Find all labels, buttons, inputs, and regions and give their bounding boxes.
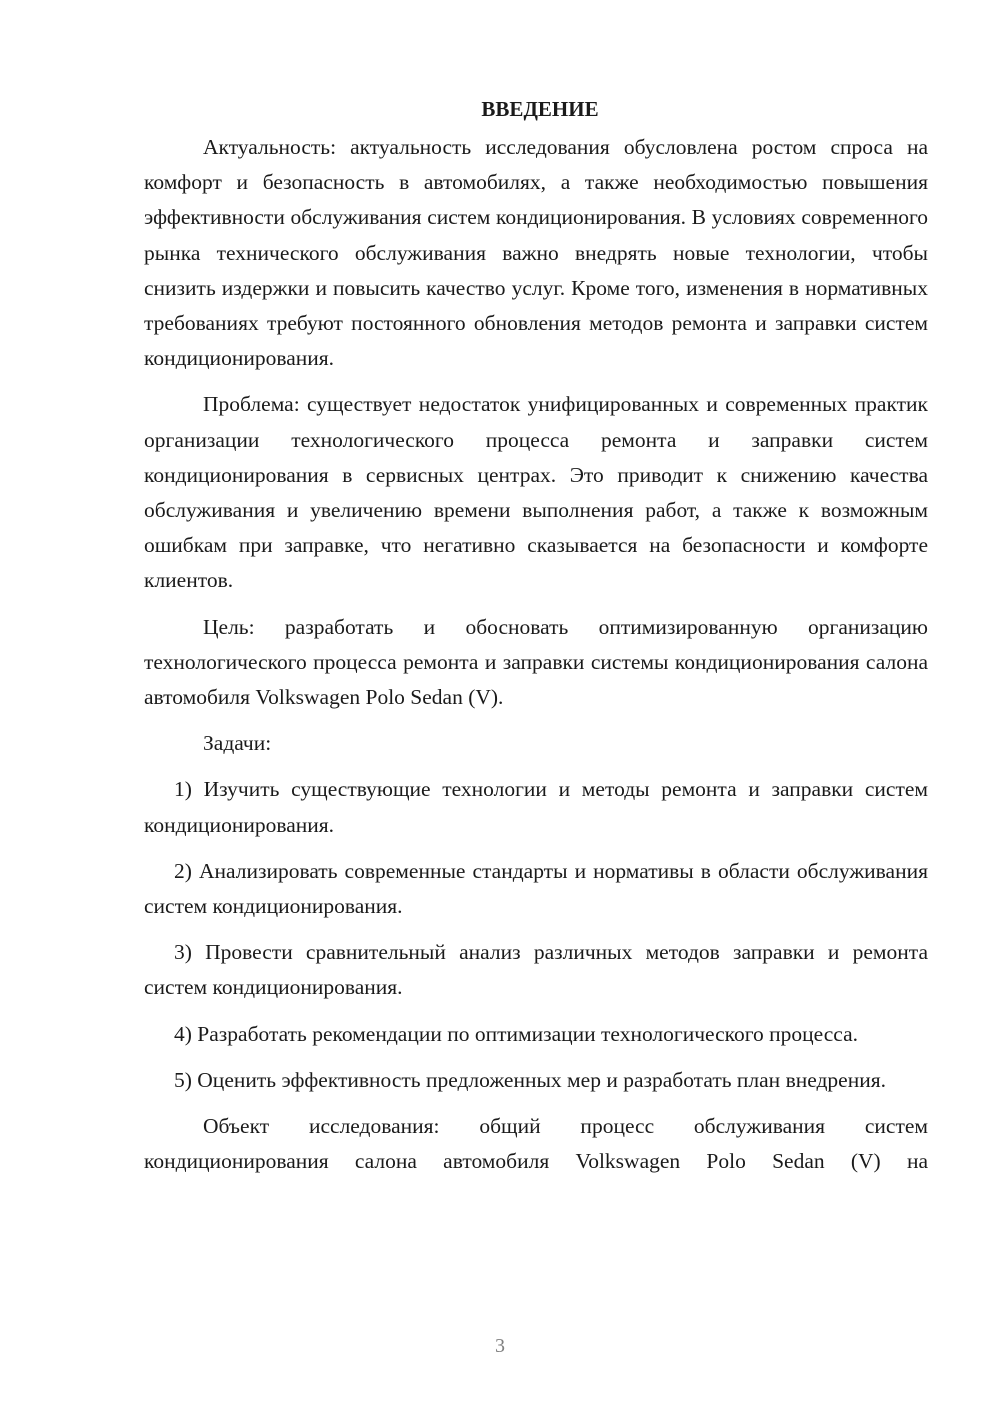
tasks-heading: Задачи: [203,731,272,756]
section-title: ВВЕДЕНИЕ [481,97,599,121]
goal-paragraph: Цель: разработать и обосновать оптимизированную организацию технологического процесса ремонта и заправки системы кондиционирования салона автомобиля Volkswagen Polo Sedan (V). [144,614,928,710]
task-item-5: 5) Оценить эффективность предложенных мер и разработать план внедрения. [174,1067,886,1092]
object-paragraph: Объект исследования: общий процесс обслуживания систем кондиционирования салона автомобиля Volkswagen Polo Sedan (V) на [144,1114,928,1174]
problem-paragraph: Проблема: существует недостаток унифицированных и современных практик организации технологического процесса ремонта и заправки систем кондиционирования в сервисных центрах. Это приводит к снижению качества обслуживания и увеличению времени выполнения работ, а также к возможным ошибкам при заправке, что негативно сказывается на безопасности и комфорте клиентов. [144,392,928,593]
task-item-1: 1) Изучить существующие технологии и методы ремонта и заправки систем кондиционирования. [144,777,928,837]
page-number: 3 [495,1335,505,1357]
document-page [144,92,928,1179]
task-item-2: 2) Анализировать современные стандарты и нормативы в области обслуживания систем кондиционирования. [144,858,928,919]
task-item-4: 4) Разработать рекомендации по оптимизации технологического процесса. [174,1021,859,1046]
relevance-paragraph: Актуальность: актуальность исследования обусловлена ростом спроса на комфорт и безопасность в автомобилях, а также необходимостью повышения эффективности обслуживания систем кондиционирования. В условиях современного рынка технического обслуживания важно внедрять новые технологии, чтобы снизить издержки и повысить качество услуг. Кроме того, изменения в нормативных требованиях требуют постоянного обновления методов ремонта и заправки систем кондиционирования. [144,135,928,371]
task-item-3: 3) Провести сравнительный анализ различных методов заправки и ремонта систем кондиционирования. [144,940,928,1000]
